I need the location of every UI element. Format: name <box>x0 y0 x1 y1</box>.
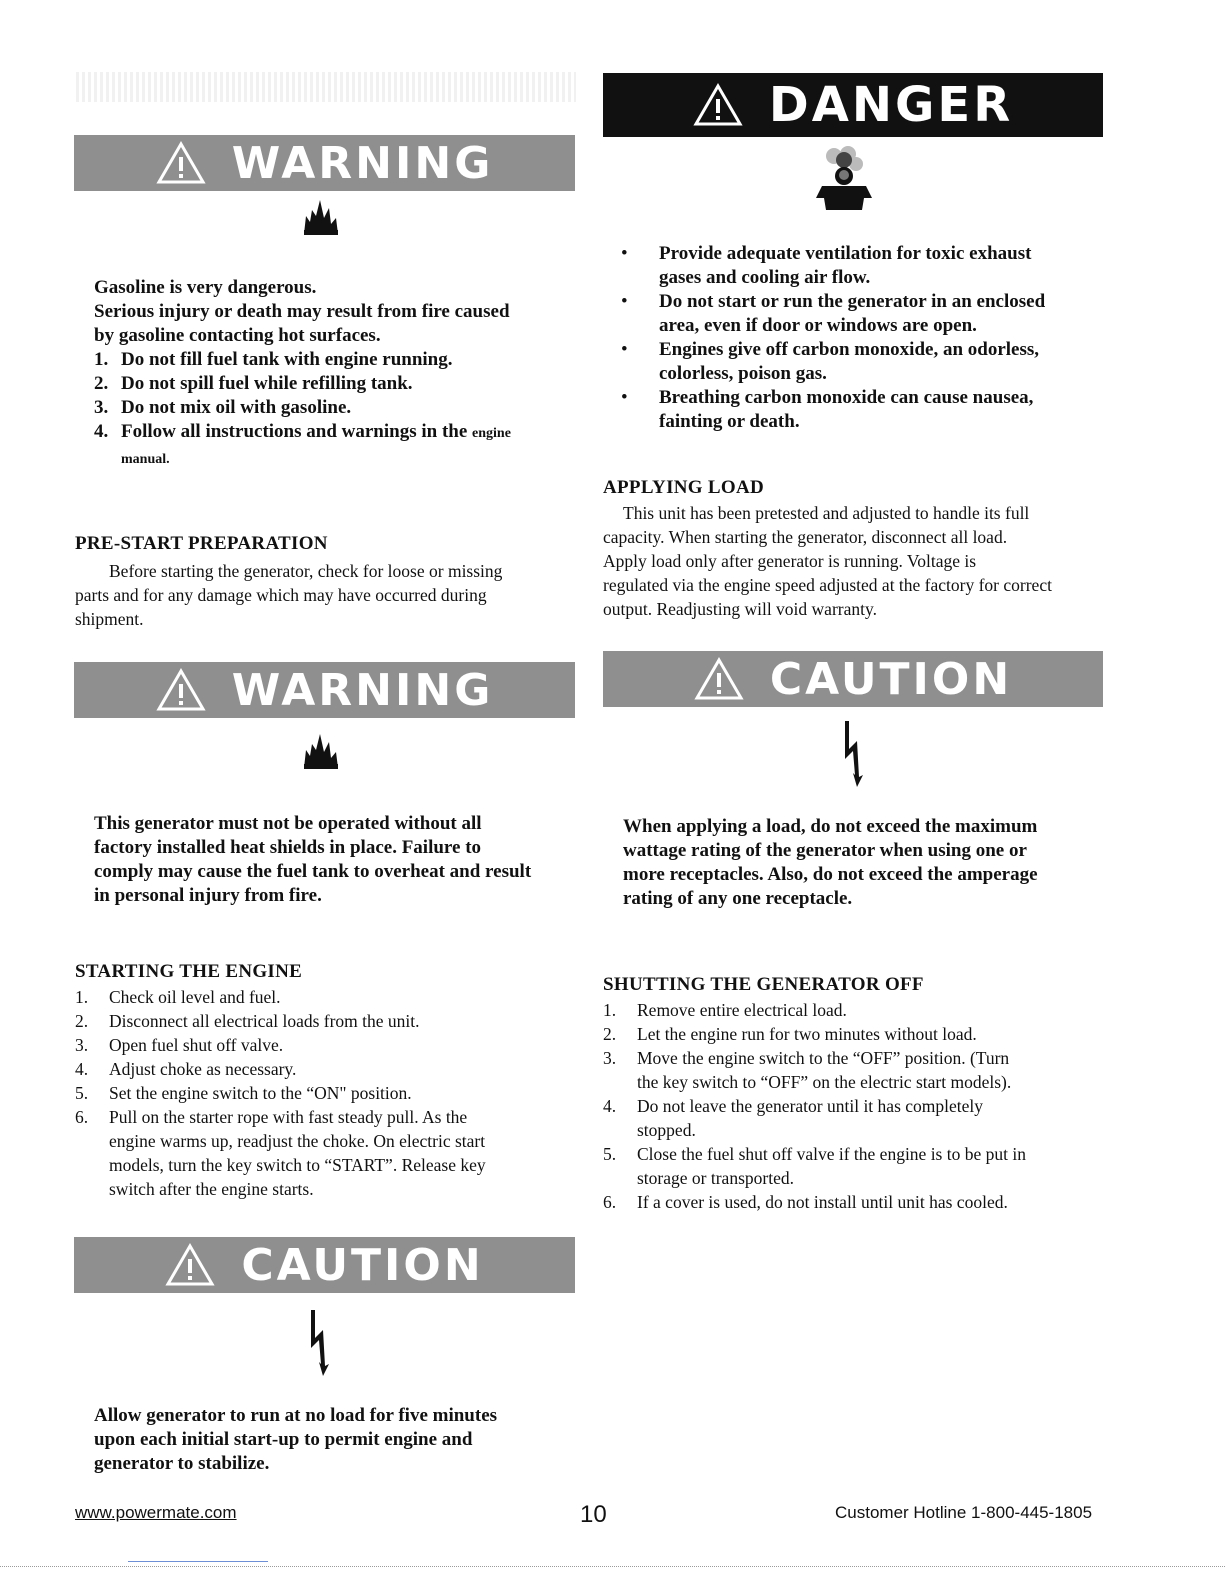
text-line: shipment. <box>75 609 144 629</box>
lightning-icon <box>307 1308 331 1378</box>
text-line: Before starting the generator, check for loose or missing <box>109 561 503 581</box>
text-line: upon each initial start-up to permit engine and <box>94 1429 473 1450</box>
text-line: Apply load only after generator is running. Voltage is <box>603 551 977 571</box>
banner-label: DANGER <box>768 77 1014 133</box>
text-line: Allow generator to run at no load for five minutes <box>94 1405 498 1426</box>
text-line: output. Readjusting will void warranty. <box>603 599 877 619</box>
banner-label: CAUTION <box>769 653 1013 705</box>
text-line: factory installed heat shields in place. Failure to <box>94 837 482 858</box>
text-line: regulated via the engine speed adjusted at the factory for correct <box>603 575 1052 595</box>
caution1-text <box>623 815 1038 911</box>
list-item: 3. Do not mix oil with gasoline. <box>94 397 352 418</box>
scan-artifact <box>76 72 576 102</box>
warning1-list <box>94 348 511 472</box>
danger-banner <box>603 73 1103 137</box>
text-line: Gasoline is very dangerous. <box>94 277 317 298</box>
warning-triangle-icon <box>694 657 744 701</box>
warning-triangle-icon <box>156 141 206 185</box>
caution-banner <box>603 651 1103 707</box>
text-line: Serious injury or death may result from fire caused <box>94 301 510 322</box>
warning-triangle-icon <box>165 1243 215 1287</box>
text-line: wattage rating of the generator when using one or <box>623 840 1027 861</box>
banner-label: CAUTION <box>241 1239 484 1291</box>
shutting-heading: SHUTTING THE GENERATOR OFF <box>603 974 924 995</box>
text-line: rating of any one receptacle. <box>623 888 853 909</box>
list-item: 2. Let the engine run for two minutes without load. <box>603 1024 977 1044</box>
text-line: by gasoline contacting hot surfaces. <box>94 325 381 346</box>
text-line: capacity. When starting the generator, disconnect all load. <box>603 527 1008 547</box>
warning2-text <box>94 812 531 908</box>
list-item: 1. Do not fill fuel tank with engine running. <box>94 349 453 370</box>
applying-heading: APPLYING LOAD <box>603 477 765 498</box>
prestart-heading: PRE-START PREPARATION <box>75 533 328 554</box>
list-item: 2. Disconnect all electrical loads from the unit. <box>75 1011 420 1031</box>
danger-bullets <box>621 242 1045 434</box>
applying-paragraph <box>603 501 1052 621</box>
list-item: 5. Close the fuel shut off valve if the engine is to be put in storage or transported. <box>603 1144 1026 1188</box>
text-line: parts and for any damage which may have occurred during <box>75 585 487 605</box>
list-item: 4. Adjust choke as necessary. <box>75 1059 297 1079</box>
page-number: 10 <box>580 1501 607 1528</box>
list-item: 3. Move the engine switch to the “OFF” position. (Turn the key switch to “OFF” on the electric start models). <box>603 1048 1012 1092</box>
caution-banner <box>74 1237 575 1293</box>
list-item: • Do not start or run the generator in an enclosed area, even if door or windows are open. <box>621 291 1046 336</box>
banner-label: WARNING <box>231 137 494 189</box>
warning1-text <box>94 276 510 348</box>
fire-icon <box>300 196 342 236</box>
text-line: This unit has been pretested and adjusted to handle its full <box>623 503 1030 523</box>
list-item: 4. Follow all instructions and warnings in the engine manual. <box>94 421 511 467</box>
list-item: 5. Set the engine switch to the “ON" position. <box>75 1083 412 1103</box>
list-item: • Engines give off carbon monoxide, an odorless, colorless, poison gas. <box>621 339 1040 384</box>
list-item: 6. Pull on the starter rope with fast steady pull. As the engine warms up, readjust the choke. On electric start models, turn the key switch to “START”. Release key switch after the engine starts. <box>75 1107 486 1199</box>
list-item: • Breathing carbon monoxide can cause nausea, fainting or death. <box>621 387 1034 432</box>
customer-hotline: Customer Hotline 1-800-445-1805 <box>835 1503 1093 1522</box>
list-item: 4. Do not leave the generator until it has completely stopped. <box>603 1096 984 1140</box>
list-item: • Provide adequate ventilation for toxic exhaust gases and cooling air flow. <box>621 243 1032 288</box>
warning-triangle-icon <box>156 668 206 712</box>
shutting-steps <box>603 998 1026 1214</box>
website-link[interactable]: www.powermate.com <box>75 1503 237 1522</box>
bottom-dotted-rule <box>0 1566 1225 1567</box>
banner-label: WARNING <box>231 664 494 716</box>
exhaust-fumes-icon <box>812 146 876 212</box>
warning-triangle-icon <box>693 83 743 127</box>
text-line: more receptacles. Also, do not exceed the amperage <box>623 864 1038 885</box>
warning-banner <box>74 135 575 191</box>
text-line: in personal injury from fire. <box>94 885 322 906</box>
starting-heading: STARTING THE ENGINE <box>75 961 303 982</box>
text-line: comply may cause the fuel tank to overheat and result <box>94 861 532 882</box>
list-item: 1. Check oil level and fuel. <box>75 987 281 1007</box>
fire-icon <box>300 730 342 770</box>
caution2-text <box>94 1404 497 1476</box>
text-line: This generator must not be operated without all <box>94 813 482 834</box>
bottom-blue-rule <box>128 1561 268 1562</box>
starting-steps <box>75 985 486 1201</box>
lightning-icon <box>841 719 865 789</box>
text-line: When applying a load, do not exceed the maximum <box>623 816 1038 837</box>
list-item: 1. Remove entire electrical load. <box>603 1000 847 1020</box>
text-line: generator to stabilize. <box>94 1453 270 1474</box>
list-item: 3. Open fuel shut off valve. <box>75 1035 284 1055</box>
warning-banner <box>74 662 575 718</box>
list-item: 2. Do not spill fuel while refilling tank. <box>94 373 413 394</box>
list-item: 6. If a cover is used, do not install until unit has cooled. <box>603 1192 1008 1212</box>
prestart-paragraph <box>75 559 502 631</box>
